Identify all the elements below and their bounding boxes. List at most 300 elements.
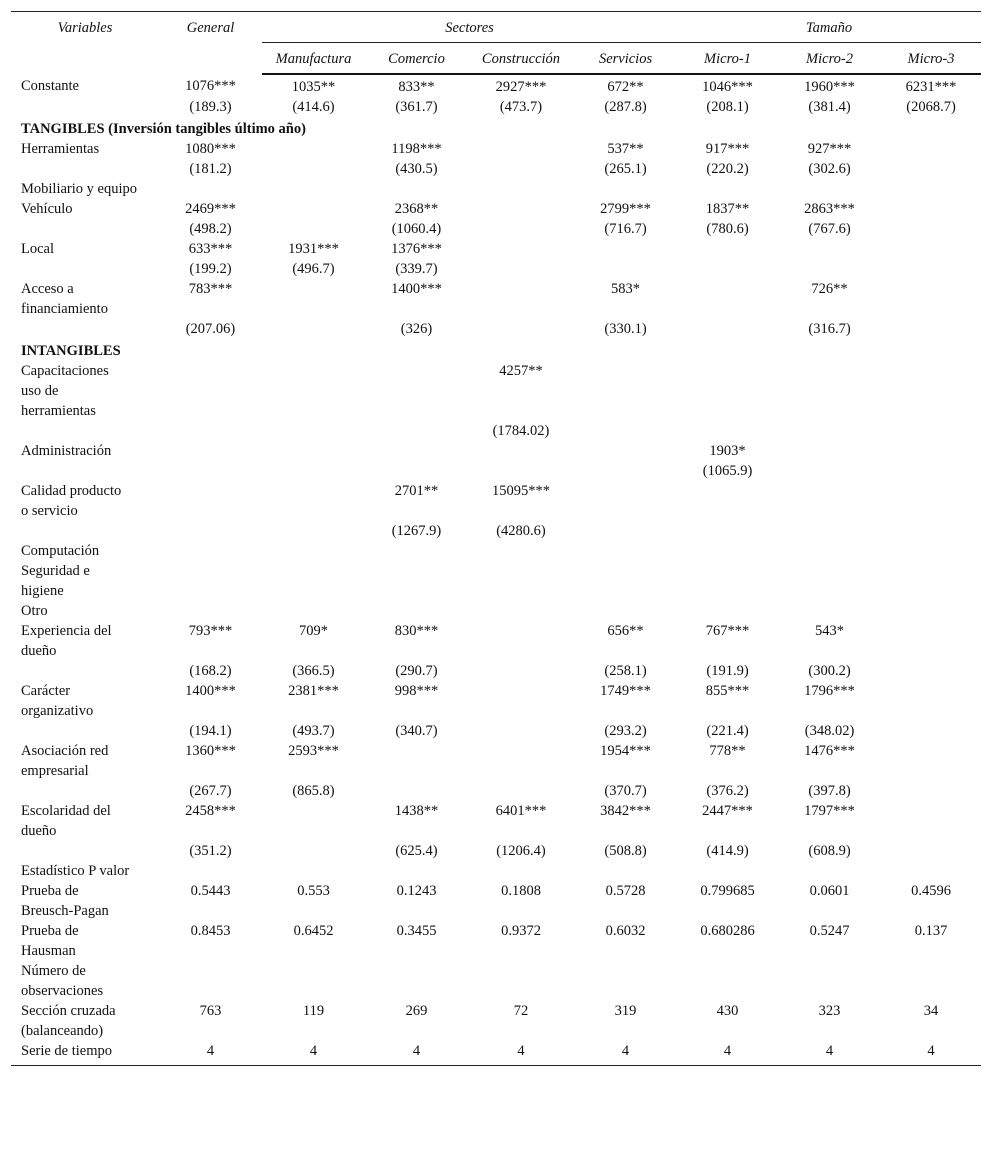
table-cell (262, 199, 365, 219)
row-label-text: Administración (21, 442, 112, 459)
table-cell: 0.4596 (911, 882, 951, 899)
table-cell (881, 801, 981, 841)
table-row (11, 1001, 981, 1041)
table-cell: 319 (614, 1002, 637, 1019)
table-cell: 1046*** (702, 78, 753, 95)
header-micro-1: Micro-1 (677, 43, 778, 74)
row-label (11, 921, 159, 961)
row-label-text: Serie de tiempo (21, 1042, 113, 1059)
table-cell (881, 861, 981, 881)
table-cell: (348.02) (804, 722, 855, 739)
table-cell (262, 801, 365, 841)
table-cell: (351.2) (189, 842, 232, 859)
table-cell (262, 279, 365, 319)
table-cell: 763 (199, 1002, 222, 1019)
row-label (11, 521, 159, 541)
table-cell: 1400*** (391, 280, 442, 297)
table-cell: 4 (159, 1041, 262, 1066)
table-cell: 4 (881, 1041, 981, 1066)
row-label (11, 199, 159, 219)
row-label (11, 139, 159, 159)
table-cell (468, 139, 574, 159)
table-cell (778, 259, 881, 279)
table-row (11, 219, 981, 239)
table-cell (262, 961, 365, 1001)
table-cell (574, 481, 677, 521)
table-cell: 793*** (188, 622, 233, 639)
table-cell: 4 (677, 1041, 778, 1066)
header-micro-2: Micro-2 (778, 43, 881, 74)
table-cell: 6231*** (905, 78, 957, 95)
table-cell (468, 741, 574, 781)
table-cell: (473.7) (499, 98, 543, 115)
table-cell: 72 (513, 1002, 529, 1019)
results-table-container (11, 11, 981, 1066)
row-label (11, 861, 159, 881)
table-cell: (414.9) (706, 842, 749, 859)
table-cell (778, 361, 881, 421)
row-label (11, 97, 159, 117)
table-cell: (1060.4) (391, 220, 442, 237)
table-cell (677, 601, 778, 621)
table-cell (881, 361, 981, 421)
table-row (11, 681, 981, 721)
table-cell (677, 361, 778, 421)
table-cell: 767*** (705, 622, 750, 639)
table-row (11, 561, 981, 601)
row-label (11, 621, 159, 661)
table-cell (574, 179, 677, 199)
table-row (11, 199, 981, 219)
table-cell: 2701** (394, 482, 439, 499)
table-cell: 0.6032 (605, 922, 646, 939)
table-cell: (339.7) (395, 260, 438, 277)
table-cell (881, 239, 981, 259)
row-label (11, 961, 159, 1001)
table-cell: 1903* (709, 442, 746, 459)
table-cell: 2458*** (185, 802, 236, 819)
table-cell: 1438** (394, 802, 439, 819)
table-cell (159, 561, 262, 601)
row-label (11, 721, 159, 741)
table-cell (468, 861, 574, 881)
table-cell: (258.1) (604, 662, 647, 679)
header-variables: Variables (11, 12, 159, 74)
row-label-text: Calidad producto o servicio (21, 482, 122, 519)
table-row (11, 861, 981, 881)
table-row (11, 721, 981, 741)
table-cell (881, 461, 981, 481)
table-cell (778, 521, 881, 541)
table-cell (468, 961, 574, 1001)
table-cell: 15095*** (492, 482, 550, 499)
table-cell (677, 861, 778, 881)
table-cell (262, 541, 365, 561)
table-row (11, 781, 981, 801)
table-cell: 0.137 (914, 922, 948, 939)
table-cell: (780.6) (706, 220, 749, 237)
row-label (11, 601, 159, 621)
table-cell (468, 319, 574, 339)
table-cell: 430 (716, 1002, 739, 1019)
table-cell (468, 279, 574, 319)
table-cell: 1400*** (185, 682, 236, 699)
table-cell: 0.799685 (700, 882, 755, 899)
table-cell: (316.7) (808, 320, 851, 337)
header-comercio: Comercio (365, 43, 468, 74)
table-cell: 2593*** (288, 742, 339, 759)
table-row (11, 621, 981, 661)
table-cell: 0.680286 (700, 922, 755, 939)
table-cell (159, 861, 262, 881)
table-cell: (300.2) (808, 662, 851, 679)
regression-results-table (11, 11, 981, 1066)
row-label-text: Carácter organizativo (21, 682, 94, 719)
table-cell (262, 861, 365, 881)
table-cell (778, 961, 881, 1001)
table-cell (262, 521, 365, 541)
table-cell: 323 (818, 1002, 841, 1019)
table-cell (881, 199, 981, 219)
table-cell: 633*** (188, 240, 233, 257)
table-cell: 1376*** (391, 240, 442, 257)
table-body (11, 74, 981, 1066)
row-label-text: Prueba de Hausman (21, 922, 79, 959)
row-label-text: Experiencia del dueño (21, 622, 112, 659)
row-label (11, 74, 159, 97)
table-cell: (366.5) (292, 662, 335, 679)
table-cell: 833** (398, 78, 435, 95)
table-cell: (608.9) (808, 842, 851, 859)
row-label-text: Estadístico P valor (21, 862, 130, 879)
row-label-text: Seguridad e higiene (21, 562, 90, 599)
row-label (11, 781, 159, 801)
table-cell: (293.2) (604, 722, 647, 739)
section-heading: TANGIBLES (Inversión tangibles último año) (21, 120, 306, 137)
table-cell: (767.6) (808, 220, 851, 237)
table-cell: 1360*** (185, 742, 236, 759)
table-cell: (493.7) (292, 722, 335, 739)
table-row (11, 279, 981, 319)
table-cell: 0.0601 (809, 882, 850, 899)
table-cell: 0.9372 (501, 922, 541, 939)
table-cell (365, 561, 468, 601)
table-cell (881, 159, 981, 179)
table-cell: 583* (611, 280, 641, 297)
table-cell (574, 861, 677, 881)
table-cell: (168.2) (189, 662, 232, 679)
row-label-text: Herramientas (21, 140, 100, 157)
table-cell: 830*** (394, 622, 439, 639)
table-cell (677, 541, 778, 561)
table-cell: 0.1243 (396, 882, 437, 899)
table-cell: 3842*** (600, 802, 651, 819)
table-row (11, 741, 981, 781)
table-cell (159, 481, 262, 521)
table-cell: (865.8) (292, 782, 335, 799)
table-cell: 0.5728 (605, 882, 646, 899)
table-cell (881, 279, 981, 319)
table-cell (262, 561, 365, 601)
table-cell (778, 601, 881, 621)
table-row (11, 841, 981, 861)
table-row (11, 601, 981, 621)
table-cell (468, 461, 574, 481)
table-cell: (189.3) (189, 98, 232, 115)
table-cell (881, 441, 981, 461)
table-cell (365, 961, 468, 1001)
row-label-text: Acceso a financiamiento (21, 280, 108, 317)
table-cell (778, 239, 881, 259)
header-micro-3: Micro-3 (881, 43, 981, 74)
table-cell (468, 781, 574, 801)
table-cell (574, 961, 677, 1001)
table-cell (778, 861, 881, 881)
table-row (11, 139, 981, 159)
table-cell: (498.2) (189, 220, 232, 237)
table-cell: (181.2) (189, 160, 232, 177)
table-cell (468, 661, 574, 681)
table-cell: (340.7) (395, 722, 438, 739)
row-label (11, 159, 159, 179)
table-cell (365, 781, 468, 801)
table-cell (468, 239, 574, 259)
row-label (11, 259, 159, 279)
row-label-text: Constante (21, 77, 79, 94)
table-cell: (397.8) (808, 782, 851, 799)
table-cell (881, 601, 981, 621)
table-cell: 0.5443 (190, 882, 231, 899)
table-cell: 2469*** (185, 200, 236, 217)
table-row (11, 74, 981, 97)
table-cell (468, 621, 574, 661)
table-cell (881, 541, 981, 561)
table-cell (677, 421, 778, 441)
table-cell (468, 441, 574, 461)
table-cell: 4 (365, 1041, 468, 1066)
table-cell: (302.6) (808, 160, 851, 177)
table-cell: (221.4) (706, 722, 749, 739)
row-label (11, 1041, 159, 1066)
table-cell: 4 (262, 1041, 365, 1066)
table-cell (262, 139, 365, 159)
table-cell: (496.7) (292, 260, 335, 277)
header-sectores: Sectores (262, 12, 677, 43)
table-cell: (376.2) (706, 782, 749, 799)
row-label-text: Escolaridad del dueño (21, 802, 111, 839)
table-cell (881, 219, 981, 239)
table-cell: 0.3455 (396, 922, 437, 939)
table-cell (574, 601, 677, 621)
row-label-text: Vehículo (21, 200, 73, 217)
table-cell (881, 481, 981, 521)
table-row (11, 961, 981, 1001)
row-label (11, 841, 159, 861)
table-cell: (625.4) (395, 842, 438, 859)
table-cell: 2381*** (288, 682, 339, 699)
table-cell: 2447*** (702, 802, 753, 819)
table-cell (365, 179, 468, 199)
table-row (11, 1041, 981, 1066)
header-general: General (159, 12, 262, 74)
table-cell (159, 441, 262, 461)
row-label-text: Otro (21, 602, 48, 619)
table-cell: (2068.7) (906, 98, 956, 115)
table-cell (365, 601, 468, 621)
table-cell (574, 521, 677, 541)
row-label-text: Computación (21, 542, 100, 559)
table-cell: 1797*** (804, 802, 855, 819)
table-row (11, 661, 981, 681)
table-cell (262, 219, 365, 239)
table-cell: (4280.6) (496, 522, 546, 539)
table-cell (574, 541, 677, 561)
table-cell (778, 461, 881, 481)
table-cell (881, 721, 981, 741)
table-cell: 34 (923, 1002, 939, 1019)
table-cell: 2799*** (600, 200, 651, 217)
table-cell (262, 441, 365, 461)
table-cell: 0.6452 (293, 922, 334, 939)
table-cell (778, 481, 881, 521)
table-cell (468, 199, 574, 219)
table-row (11, 97, 981, 117)
table-row (11, 259, 981, 279)
table-cell (881, 961, 981, 1001)
table-cell (677, 561, 778, 601)
table-cell (468, 159, 574, 179)
table-cell (468, 601, 574, 621)
header-manufactura: Manufactura (262, 43, 365, 74)
table-cell: 709* (299, 622, 328, 639)
table-cell (262, 481, 365, 521)
table-cell: (430.5) (395, 160, 438, 177)
table-cell (778, 541, 881, 561)
row-label (11, 801, 159, 841)
table-cell: (199.2) (189, 260, 232, 277)
table-cell: 1749*** (600, 682, 651, 699)
table-cell (778, 421, 881, 441)
row-label (11, 741, 159, 781)
table-cell: 927*** (807, 140, 852, 157)
table-cell (881, 421, 981, 441)
table-cell: 1954*** (600, 742, 651, 759)
table-cell (881, 781, 981, 801)
table-cell: 0.5247 (809, 922, 850, 939)
table-cell (881, 841, 981, 861)
table-cell: 0.8453 (190, 922, 231, 939)
table-cell: 1476*** (804, 742, 855, 759)
row-label-text: Local (21, 240, 55, 257)
table-cell: (265.1) (604, 160, 647, 177)
table-cell (574, 441, 677, 461)
table-cell: 4 (574, 1041, 677, 1066)
row-label (11, 279, 159, 319)
table-cell (159, 421, 262, 441)
table-row (11, 319, 981, 339)
table-cell: (361.7) (395, 98, 438, 115)
table-row (11, 361, 981, 421)
table-cell (677, 481, 778, 521)
table-cell: (508.8) (604, 842, 647, 859)
table-cell: 1960*** (804, 78, 855, 95)
table-cell: 4257** (499, 362, 543, 379)
table-row (11, 921, 981, 961)
table-cell: 1080*** (185, 140, 236, 157)
table-cell (574, 461, 677, 481)
row-label (11, 319, 159, 339)
table-cell (574, 421, 677, 441)
table-cell (468, 681, 574, 721)
row-label-text: Prueba de Breusch-Pagan (21, 882, 109, 919)
table-row (11, 441, 981, 461)
table-cell (365, 421, 468, 441)
table-cell: 537** (607, 140, 644, 157)
row-label (11, 561, 159, 601)
table-cell: (267.7) (189, 782, 232, 799)
table-cell (881, 139, 981, 159)
table-cell (778, 179, 881, 199)
row-label (11, 239, 159, 259)
row-label (11, 441, 159, 461)
table-row (11, 541, 981, 561)
table-cell (159, 961, 262, 1001)
table-cell: 2927*** (495, 78, 547, 95)
table-row (11, 421, 981, 441)
table-cell (881, 319, 981, 339)
table-cell: 855*** (705, 682, 750, 699)
table-cell: (1206.4) (496, 842, 546, 859)
table-cell (365, 541, 468, 561)
table-cell (677, 259, 778, 279)
table-cell: 4 (468, 1041, 574, 1066)
section-heading: INTANGIBLES (21, 342, 121, 359)
table-cell (881, 561, 981, 601)
table-cell (159, 601, 262, 621)
table-cell (262, 159, 365, 179)
table-cell: (414.6) (292, 98, 335, 115)
row-label (11, 881, 159, 921)
row-label-text: Sección cruzada (balanceando) (21, 1002, 116, 1039)
table-cell: 119 (302, 1002, 325, 1019)
table-cell (468, 541, 574, 561)
table-cell: (194.1) (189, 722, 232, 739)
table-cell (262, 361, 365, 421)
row-label (11, 481, 159, 521)
table-cell (468, 219, 574, 239)
header-tamano: Tamaño (677, 12, 981, 43)
header-construccion: Construcción (468, 43, 574, 74)
table-cell (365, 741, 468, 781)
table-header (11, 12, 981, 74)
table-cell: 1837** (705, 200, 750, 217)
table-cell: (1267.9) (391, 522, 442, 539)
table-cell (677, 279, 778, 319)
table-cell: 1796*** (804, 682, 855, 699)
table-cell (677, 239, 778, 259)
table-cell: 6401*** (495, 802, 547, 819)
table-cell (677, 179, 778, 199)
table-cell: 0.1808 (501, 882, 541, 899)
table-cell (881, 621, 981, 661)
table-cell (262, 179, 365, 199)
table-cell (159, 179, 262, 199)
table-cell: 0.553 (297, 882, 330, 899)
row-label (11, 361, 159, 421)
table-cell: 726** (811, 280, 848, 297)
row-label (11, 681, 159, 721)
table-cell (881, 681, 981, 721)
